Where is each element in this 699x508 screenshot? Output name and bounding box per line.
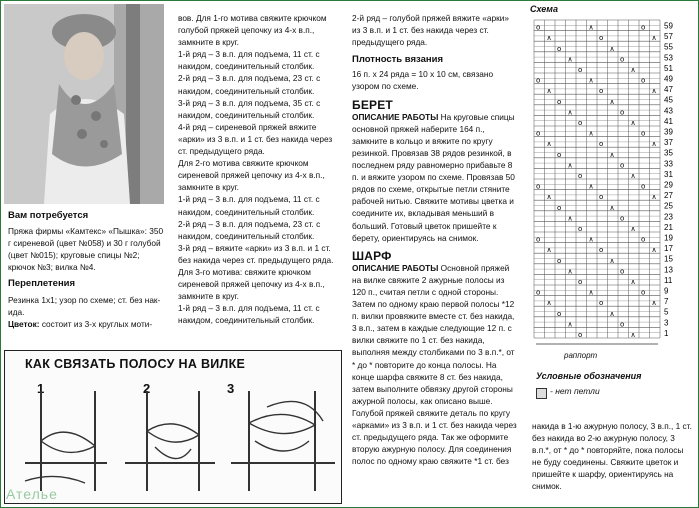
chart-row-number: 17 xyxy=(664,244,673,254)
chart-symbol: ∧ xyxy=(651,299,657,308)
chart-symbol: o xyxy=(578,119,583,127)
materials-heading: Вам потребуется xyxy=(8,210,89,221)
chart-symbol: o xyxy=(620,55,625,64)
model-photo xyxy=(4,4,164,204)
chart-row-number: 29 xyxy=(664,180,673,190)
flower-paragraph xyxy=(8,318,164,330)
chart-symbol: o xyxy=(641,288,646,297)
chart-row-number: 9 xyxy=(664,286,669,296)
chart-symbol: o xyxy=(578,66,583,74)
chart-row-number: 31 xyxy=(664,169,673,179)
beret-paragraph xyxy=(352,111,518,244)
chart-symbol: o xyxy=(557,256,562,265)
chart-symbol: ∧ xyxy=(546,140,552,149)
chart-row-number: 3 xyxy=(664,318,669,328)
chart-symbol: ∧ xyxy=(651,34,657,43)
chart-symbol: ∧ xyxy=(630,172,636,180)
chart-symbol: o xyxy=(620,161,625,170)
chart-symbol: ∧ xyxy=(609,203,615,212)
flower-label: Цветок: xyxy=(8,318,40,329)
chart-symbol: ∧ xyxy=(567,267,573,276)
chart-symbol: o xyxy=(620,320,625,329)
chart-row-number: 35 xyxy=(664,148,673,158)
weaves-text: Резинка 1х1; узор по схеме; ст. без нак-ида. xyxy=(8,294,161,317)
chart-symbol: o xyxy=(620,108,625,117)
chart-symbol: ∧ xyxy=(567,320,573,329)
no-stitch-swatch xyxy=(536,388,547,399)
chart-symbol: o xyxy=(641,23,646,32)
motif-line: 1-й ряд – 3 в.п. для подъема, 11 ст. с накидом, соединительный столбик. xyxy=(178,49,320,72)
chart-symbol: o xyxy=(578,331,583,339)
chart-symbol: ∧ xyxy=(588,288,594,297)
chart-row-number: 57 xyxy=(664,32,673,42)
chart-symbol: o xyxy=(536,182,541,191)
chart-symbol: ∧ xyxy=(630,331,636,339)
chart-symbol: ∧ xyxy=(546,246,552,255)
chart-symbol: ∧ xyxy=(567,55,573,64)
chart-row-number: 19 xyxy=(664,233,673,243)
chart-symbol: o xyxy=(557,309,562,318)
chart-symbol: ∧ xyxy=(651,193,657,202)
chart-symbol: o xyxy=(599,193,604,202)
chart-symbol: ∧ xyxy=(546,87,552,96)
chart-symbol: ∧ xyxy=(609,309,615,318)
chart-row-number: 5 xyxy=(664,307,669,317)
motif-line: Для 2-го мотива свяжите крючком сиреневой пряжей цепочку из 4-х в.п., замкните в круг. xyxy=(178,158,325,193)
chart-row-number: 59 xyxy=(664,21,673,31)
chart-symbol: o xyxy=(599,299,604,308)
chart-row-number: 53 xyxy=(664,53,673,63)
chart-row-number: 15 xyxy=(664,254,673,264)
chart-row-number: 43 xyxy=(664,106,673,116)
chart-symbol: o xyxy=(536,288,541,297)
weaves-heading: Переплетения xyxy=(8,278,76,290)
chart-symbol: o xyxy=(599,140,604,149)
motif-line: 2-й ряд – 3 в.п. для подъема, 23 ст. с накидом, соединительный столбик. xyxy=(178,218,321,241)
chart-row-number: 27 xyxy=(664,191,673,201)
chart-symbol: o xyxy=(536,23,541,32)
chart-symbol: o xyxy=(641,182,646,191)
chart-row-number: 25 xyxy=(664,201,673,211)
scarf-continuation xyxy=(532,420,692,493)
density-text: 16 п. х 24 ряда = 10 х 10 см, связано узором по схеме. xyxy=(352,69,494,92)
stitch-chart xyxy=(532,18,682,360)
chart-symbol: o xyxy=(578,225,583,233)
motif-line: 3-й ряд – вяжите «арки» из 3 в.п. и 1 ст. без накида через ст. предыдущего ряда. xyxy=(178,242,334,265)
chart-title: Схема xyxy=(530,4,558,14)
motif-line: 2-й ряд – 3 в.п. для подъема, 23 ст. с накидом, соединительный столбик. xyxy=(178,73,321,96)
chart-symbol: ∧ xyxy=(651,87,657,96)
chart-row-number: 13 xyxy=(664,265,673,275)
chart-row-number: 37 xyxy=(664,138,673,148)
chart-row-number: 11 xyxy=(664,275,673,285)
chart-symbol: o xyxy=(557,44,562,53)
chart-symbol: o xyxy=(599,87,604,96)
chart-symbol: ∧ xyxy=(546,34,552,43)
chart-row-number: 7 xyxy=(664,297,669,307)
scarf-label: ОПИСАНИЕ РАБОТЫ xyxy=(352,262,439,273)
beret-heading: БЕРЕТ xyxy=(352,97,393,112)
how-to-box xyxy=(4,350,342,504)
chart-symbol: o xyxy=(641,129,646,138)
chart-row-number: 33 xyxy=(664,159,673,169)
chart-symbol: ∧ xyxy=(588,235,594,244)
repeat-label: раппорт xyxy=(564,351,598,360)
scarf-continuation-text: накида в 1-ю ажурную полосу, 3 в.п., 1 ст. без накида во 2-ю ажурную полосу, 3 в.п.*, от * до * повторяйте, пока полосы не буду соединены. Свяжите цветок и пришейте к шарфу, ориентируясь на снимок. xyxy=(532,421,692,492)
density-heading: Плотность вязания xyxy=(352,54,444,66)
materials-column xyxy=(8,210,164,330)
beret-label: ОПИСАНИЕ РАБОТЫ xyxy=(352,111,439,122)
col3-intro: 2-й ряд – голубой пряжей вяжите «арки» из 3 в.п. и 1 ст. без накида через ст. предыдущего ряда. xyxy=(352,13,510,48)
motif-line: 3-й ряд – 3 в.п. для подъема, 35 ст. с накидом, соединительный столбик. xyxy=(178,97,321,120)
chart-symbol: ∧ xyxy=(567,108,573,117)
motif-line: 4-й ряд – сиреневой пряжей вяжите «арки» из 3 в.п. и 1 ст. без накида через ст. предыдущего ряда. xyxy=(178,121,333,157)
motif-instructions-column xyxy=(178,12,336,326)
chart-symbol: o xyxy=(620,214,625,223)
chart-symbol: o xyxy=(599,246,604,255)
scarf-heading: ШАРФ xyxy=(352,248,392,263)
chart-row-number: 45 xyxy=(664,95,673,105)
legend-item: - нет петли xyxy=(550,386,600,396)
chart-symbol: ∧ xyxy=(609,150,615,159)
step-number: 2 xyxy=(143,381,151,396)
materials-text: Пряжа фирмы «Камтекс» «Пышка»: 350 г сиреневой (цвет №058) и 30 г голубой (цвет №015); круговые спицы №2; крючок №3; вилка №4. xyxy=(8,226,164,273)
chart-symbol: o xyxy=(599,34,604,43)
chart-symbol: ∧ xyxy=(651,140,657,149)
chart-symbol: ∧ xyxy=(588,129,594,138)
chart-symbol: ∧ xyxy=(546,299,552,308)
chart-row-number: 39 xyxy=(664,127,673,137)
chart-symbol: ∧ xyxy=(630,66,636,74)
watermark: Ателье xyxy=(6,486,58,502)
chart-row-number: 49 xyxy=(664,74,673,84)
motif-line: 1-й ряд – 3 в.п. для подъема, 11 ст. с накидом, соединительный столбик. xyxy=(178,303,320,326)
chart-symbol: ∧ xyxy=(588,23,594,32)
chart-row-number: 23 xyxy=(664,212,673,222)
chart-symbol: ∧ xyxy=(546,193,552,202)
motif-line: 1-й ряд – 3 в.п. для подъема, 11 ст. с накидом, соединительный столбик. xyxy=(178,194,320,217)
chart-row-number: 51 xyxy=(664,63,673,73)
step-number: 1 xyxy=(37,381,45,396)
chart-symbol: o xyxy=(620,267,625,276)
beret-text: На круговые спицы основной пряжей наберите 164 п., замкните в кольцо и вяжите по кругу резинкой. Провязав 38 рядов резинкой, в последнем ряду равномерно прибавьте 8 п. и вяжите узором по схеме. Провязав 50 рядов по схеме, открытые петли стяните рабочей нитью. Свяжите мотивы цветка и соедините их, вкладывая меньший в больший. Готовый цветок пришейте к берету, ориентируясь на снимок. xyxy=(352,111,515,243)
chart-symbol: ∧ xyxy=(588,182,594,191)
legend-title: Условные обозначения xyxy=(536,371,642,381)
chart-symbol: ∧ xyxy=(567,214,573,223)
chart-symbol: ∧ xyxy=(609,256,615,265)
chart-symbol: ∧ xyxy=(630,225,636,233)
chart-symbol: ∧ xyxy=(651,246,657,255)
beret-scarf-column xyxy=(352,12,518,467)
flower-text: состоит из 3-х круглых моти- xyxy=(41,318,153,329)
chart-symbol: o xyxy=(578,278,583,286)
step-number: 3 xyxy=(227,381,235,396)
chart-symbol: ∧ xyxy=(609,97,615,106)
chart-symbol: o xyxy=(641,235,646,244)
fork-illustrations xyxy=(5,351,341,503)
chart-symbol: ∧ xyxy=(630,119,636,127)
chart-symbol: ∧ xyxy=(609,44,615,53)
chart-symbol: ∧ xyxy=(588,76,594,85)
chart-row-number: 1 xyxy=(664,328,669,338)
chart-symbol: o xyxy=(536,235,541,244)
scarf-paragraph xyxy=(352,262,518,468)
motif-line: Для 3-го мотива: свяжите крючком сиреневой пряжей цепочку из 4-х в.п., замкните в круг. xyxy=(178,266,325,302)
chart-symbol: ∧ xyxy=(630,278,636,286)
chart-symbol: o xyxy=(557,97,562,106)
chart-symbol: o xyxy=(536,129,541,138)
chart-symbol: o xyxy=(557,150,562,159)
chart-symbol: o xyxy=(536,76,541,85)
chart-row-number: 47 xyxy=(664,85,673,95)
chart-symbol: o xyxy=(578,172,583,180)
chart-symbol: ∧ xyxy=(567,161,573,170)
chart-symbol: o xyxy=(641,76,646,85)
chart-symbol: o xyxy=(557,203,562,212)
motif-line: вов. Для 1-го мотива свяжите крючком голубой пряжей цепочку из 4-х в.п., замкните в круг. xyxy=(178,13,327,48)
chart-row-number: 21 xyxy=(664,222,673,232)
how-to-title: КАК СВЯЗАТЬ ПОЛОСУ НА ВИЛКЕ xyxy=(25,357,246,371)
chart-row-number: 41 xyxy=(664,116,673,126)
scarf-text: Основной пряжей на вилке свяжите 2 ажурные полосы из 120 п., считая петли с одной стороны. Затем по одному краю первой полосы *12 п. вилки провяжите вместе ст. без накида, 3 в.п., затем в каждые следующие 12 п. с вилки свяжите по 1 ст. без накида, выполняя между столбиками по 3 в.п.*, от * до * повторите до конца полосы. На конце шарфа свяжите 8 ст. без накида, затем выполните обвязку другой стороны ажурной полосы, как описано выше. Голубой пряжей свяжите деталь по кругу «арками» из 3 в.п. и 1 ст. без накида через ст. предыдущего ряда. Так же оформите вторую ажурную полосу. Для соединения полос по одному краю свяжите *1 ст. без xyxy=(352,262,517,467)
chart-row-number: 55 xyxy=(664,42,673,52)
